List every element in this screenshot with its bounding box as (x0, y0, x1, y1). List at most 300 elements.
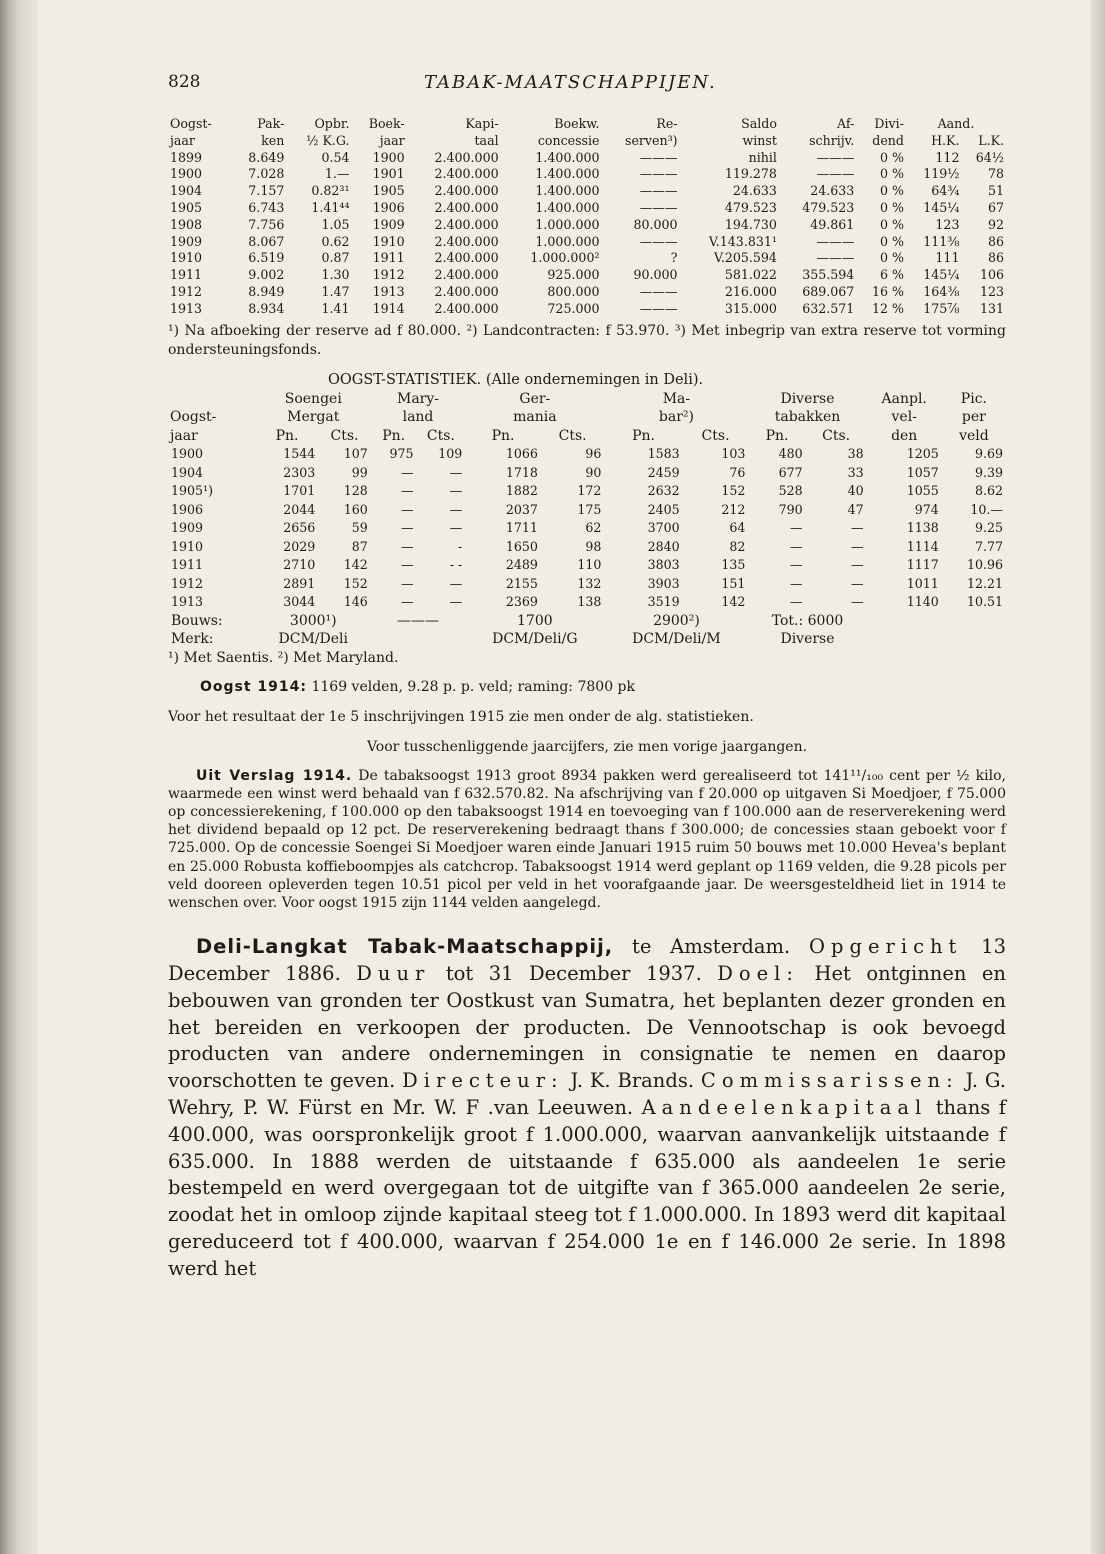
table-cell: 7.756 (248, 216, 285, 232)
table-cell: 1117 (906, 557, 939, 573)
financial-row (168, 183, 1006, 200)
table-cell: 1544 (283, 446, 316, 462)
financial-row (168, 217, 1006, 234)
table-cell: 3519 (647, 594, 680, 610)
column-header (168, 390, 256, 409)
table-cell: 132 (577, 575, 602, 591)
column-header: Re- (656, 116, 678, 131)
table-cell: - - (449, 557, 463, 573)
column-header: jaar (170, 427, 198, 444)
table-cell: 677 (778, 464, 803, 480)
table-cell: 1011 (906, 575, 939, 591)
table-cell: 1.— (324, 166, 350, 182)
table-cell: 123 (979, 283, 1004, 299)
column-header: serven³) (624, 132, 678, 148)
table-cell: — (790, 594, 803, 610)
column-header: bar²) (658, 409, 694, 426)
table-cell: 2.400.000 (434, 233, 499, 249)
harvest-row (168, 593, 1006, 612)
table-cell: 2.400.000 (434, 166, 499, 182)
oogst-1914-text: 1169 velden, 9.28 p. p. veld; raming: 7800 pk (311, 678, 635, 695)
table-cell: 1904 (171, 464, 204, 480)
stat-header-3 (168, 427, 1006, 446)
table-cell: 7.028 (248, 166, 285, 182)
table-cell: 1.400.000 (535, 183, 600, 199)
table-cell: 689.067 (802, 283, 855, 299)
column-header: Pn. (491, 427, 515, 444)
table-cell: 480 (778, 446, 803, 462)
table-cell: 1711 (505, 520, 538, 536)
column-header: Pn. (632, 427, 655, 444)
table-cell: 2.400.000 (434, 216, 499, 232)
stat-header-2 (168, 408, 1006, 427)
table-cell: 1913 (170, 300, 203, 316)
table-cell: 86 (987, 233, 1004, 249)
table-cell: ——— (639, 300, 678, 316)
column-header: Oogst- (170, 116, 212, 131)
column-header: ½ K.G. (306, 132, 350, 148)
column-header: winst (742, 132, 777, 148)
table-cell: nihil (748, 149, 777, 165)
table-cell: 0.82³¹ (311, 183, 350, 199)
table-cell: 8.067 (248, 233, 285, 249)
table-cell: 164⅜ (923, 283, 960, 299)
column-header: L.K. (978, 132, 1004, 148)
table-cell: ——— (639, 199, 678, 215)
table-cell: 9.25 (974, 520, 1003, 536)
table-cell: 24.633 (732, 183, 777, 199)
table-cell: 145¼ (923, 267, 960, 283)
column-header: concessie (537, 132, 600, 148)
financial-table-header-2 (168, 133, 1006, 150)
column-header: per (961, 409, 986, 426)
column-header: Boek- (368, 116, 405, 131)
table-cell: 1.30 (321, 267, 350, 283)
table-cell: 86 (987, 250, 1004, 266)
table-cell: 51 (987, 183, 1004, 199)
table-cell: ——— (816, 149, 855, 165)
table-cell: 152 (721, 483, 746, 499)
column-header: Ma- (662, 390, 691, 407)
table-cell: 1138 (906, 520, 939, 536)
stat-header-1 (168, 390, 1006, 409)
column-header: Pn. (382, 427, 406, 444)
table-cell: — (449, 520, 463, 536)
table-cell: ——— (639, 149, 678, 165)
table-cell: — (790, 575, 803, 591)
table-cell: 479.523 (724, 199, 777, 215)
table-cell: — (851, 575, 864, 591)
table-cell: 111 (935, 250, 960, 266)
table-cell: ——— (816, 166, 855, 182)
table-cell: 1912 (372, 267, 405, 283)
column-header: Mergat (287, 409, 340, 426)
bouws-row (168, 612, 1006, 631)
table-cell: 2632 (647, 483, 680, 499)
verslag-paragraph (168, 767, 1006, 913)
table-cell: 10.51 (966, 594, 1003, 610)
table-cell: 790 (778, 501, 803, 517)
table-cell: — (449, 575, 463, 591)
column-header: vel- (891, 409, 917, 426)
column-header: Diverse (780, 390, 835, 407)
table-cell: — (400, 501, 414, 517)
table-cell: 1913 (372, 283, 405, 299)
table-cell: 725.000 (547, 300, 600, 316)
table-cell: 142 (721, 594, 746, 610)
harvest-row (168, 482, 1006, 501)
table-cell: 1909 (170, 233, 203, 249)
table-cell: 33 (847, 464, 864, 480)
bouws-value: Tot.: 6000 (771, 612, 844, 629)
table-cell: 6.743 (248, 199, 285, 215)
oogst-1914-line (200, 679, 1006, 695)
note-1915: Voor het resultaat der 1e 5 inschrijvingen 1915 zie men onder de alg. statistieken. (168, 708, 754, 725)
table-cell: 175 (577, 501, 602, 517)
table-cell: 1910 (372, 233, 405, 249)
table-cell: 2369 (505, 594, 538, 610)
table-cell: 925.000 (547, 267, 600, 283)
table-cell: 1904 (170, 183, 203, 199)
table-cell: 106 (979, 267, 1004, 283)
financial-table-header-1 (168, 116, 1006, 133)
table-cell: 3803 (647, 557, 680, 573)
harvest-row (168, 445, 1006, 464)
column-header: mania (513, 409, 557, 426)
table-cell: 1.41⁴⁴ (311, 199, 350, 215)
financial-row (168, 301, 1006, 318)
table-cell: — (400, 538, 414, 554)
table-cell: — (851, 520, 864, 536)
table-cell: 112 (935, 149, 960, 165)
table-cell: 2037 (505, 501, 538, 517)
bouws-value: 1700 (517, 612, 553, 629)
table-cell: 2710 (283, 557, 316, 573)
merk-row (168, 630, 1006, 649)
document-page (168, 68, 1006, 1283)
column-header: Ger- (519, 390, 551, 407)
entry-text: J. K. Brands. (563, 1069, 701, 1093)
table-cell: 8.934 (248, 300, 285, 316)
table-cell: 1.400.000 (535, 199, 600, 215)
table-cell: 974 (914, 501, 939, 517)
table-cell: 172 (577, 483, 602, 499)
table-cell: 2405 (647, 501, 680, 517)
column-header: Kapi- (465, 116, 499, 131)
table-cell: 76 (729, 464, 746, 480)
column-header: jaar (170, 132, 195, 148)
table-cell: 80.000 (633, 216, 678, 232)
table-cell: 1.000.000 (535, 216, 600, 232)
footnote-financial: ¹) Na afboeking der reserve ad f 80.000. ²) Landcontracten: f 53.970. ³) Met inbegrip van extra reserve tot vorming ondersteuningsfonds. (168, 322, 1006, 358)
doel-label: Doel: (717, 961, 799, 985)
table-cell: 528 (778, 483, 803, 499)
table-cell: 47 (847, 501, 864, 517)
table-cell: 1900 (372, 149, 405, 165)
table-cell: 49.861 (810, 216, 855, 232)
table-cell: 581.022 (724, 267, 777, 283)
table-cell: 1140 (906, 594, 939, 610)
table-cell: — (400, 575, 414, 591)
column-header: Aand. (937, 116, 975, 131)
table-cell: 194.730 (724, 216, 777, 232)
table-cell: 1114 (906, 538, 939, 554)
table-cell: 1.400.000 (535, 166, 600, 182)
table-cell: 6 % (879, 267, 904, 283)
table-cell: 0 % (879, 166, 904, 182)
table-cell: 152 (343, 575, 368, 591)
table-cell: 1910 (171, 538, 204, 554)
page-edge-left (0, 0, 38, 1554)
table-cell: 24.633 (810, 183, 855, 199)
table-cell: 90 (585, 464, 602, 480)
table-cell: 1.41 (321, 300, 350, 316)
table-cell: 111⅜ (923, 233, 960, 249)
table-cell: 119.278 (724, 166, 777, 182)
table-cell: 2459 (647, 464, 680, 480)
table-cell: — (400, 483, 414, 499)
table-cell: — (400, 520, 414, 536)
table-cell: 1205 (906, 446, 939, 462)
table-cell: — (400, 557, 414, 573)
table-cell: 2840 (647, 538, 680, 554)
column-header: Af- (836, 116, 855, 131)
column-header: dend (872, 132, 904, 148)
table-cell: 64 (729, 520, 746, 536)
table-cell: - (457, 538, 463, 554)
table-cell: 7.157 (248, 183, 285, 199)
page-edge-right (1091, 0, 1105, 1554)
table-cell: 2044 (283, 501, 316, 517)
table-cell: 12.21 (966, 575, 1003, 591)
table-cell: 1905 (170, 199, 203, 215)
financial-row (168, 234, 1006, 251)
table-cell: ——— (816, 233, 855, 249)
bouws-value: ——— (397, 612, 439, 629)
table-cell: 6.519 (248, 250, 285, 266)
merk-value: DCM/Deli (278, 631, 348, 648)
deli-langkat-entry (168, 934, 1006, 1282)
table-cell: 0 % (879, 149, 904, 165)
table-cell: 138 (577, 594, 602, 610)
column-header: Boekw. (554, 116, 600, 131)
entry-text: thans f 400.000, was oorspronkelijk groot f 1.000.000, waarvan aanvankelijk uitstaande f 635.000. In 1888 werden de uitstaande f 635.000 als aandeelen 1e serie bestempeld en werd overgegaan tot de uitgifte van f 365.000 aandeelen 2e serie, zoodat het in omloop zijnde kapitaal steeg tot f 1.000.000. In 1893 werd dit kapitaal gereduceerd tot f 400.000, waarvan f 254.000 1e en f 146.000 2e serie. In 1898 werd het (168, 1095, 1007, 1280)
table-cell: 64¾ (931, 183, 960, 199)
duur-label: Duur (356, 961, 431, 985)
table-cell: 10.96 (966, 557, 1003, 573)
harvest-statistics-table (168, 390, 1006, 649)
table-cell: 8.62 (974, 483, 1003, 499)
table-cell: ——— (639, 233, 678, 249)
table-cell: 1650 (505, 538, 538, 554)
table-cell: 800.000 (547, 283, 600, 299)
page-header (168, 68, 1006, 104)
harvest-row (168, 556, 1006, 575)
running-title: TABAK-MAATSCHAPPIJEN. (424, 72, 717, 93)
directeur-label: Directeur: (402, 1069, 564, 1093)
table-cell: 2.400.000 (434, 250, 499, 266)
table-cell: 59 (351, 520, 368, 536)
table-cell: 1910 (170, 250, 203, 266)
table-cell: 142 (343, 557, 368, 573)
column-header: Pn. (275, 427, 299, 444)
column-header: den (891, 427, 918, 444)
table-cell: 1905¹) (171, 483, 214, 499)
table-cell: 103 (721, 446, 746, 462)
table-cell: 38 (847, 446, 864, 462)
column-header: Pic. (960, 390, 987, 407)
column-header: Cts. (330, 427, 359, 444)
table-cell: 109 (438, 446, 463, 462)
financial-row (168, 267, 1006, 284)
table-cell: 67 (987, 199, 1004, 215)
commissarissen-label: Commissarissen: (700, 1069, 959, 1093)
table-cell: ——— (639, 166, 678, 182)
merk-value: Diverse (780, 631, 835, 648)
financial-row (168, 250, 1006, 267)
table-cell: V.143.831¹ (708, 233, 777, 249)
column-header: Cts. (701, 427, 730, 444)
table-cell: 2.400.000 (434, 183, 499, 199)
table-cell: 119½ (923, 166, 960, 182)
table-cell: 1905 (372, 183, 405, 199)
table-cell: 175⅞ (923, 300, 960, 316)
financial-row (168, 284, 1006, 301)
page-number: 828 (168, 72, 201, 92)
harvest-row (168, 519, 1006, 538)
harvest-row (168, 464, 1006, 483)
table-cell: 151 (721, 575, 746, 591)
table-cell: 1066 (505, 446, 538, 462)
bouws-value: 3000¹) (289, 612, 337, 629)
entry-text: Het ontginnen en bebouwen van gronden ter Oostkust van Sumatra, het beplanten dezer gronden en het bereiden en verkoopen der producten. De Vennootschap is ook bevoegd producten van andere ondernemingen in consignatie te nemen en daarop voorschotten te geven. (168, 961, 1006, 1093)
table-cell: 92 (987, 216, 1004, 232)
company-name: Deli-Langkat Tabak-Maatschappij, (196, 935, 614, 959)
column-header: tabakken (774, 409, 841, 426)
table-cell: 3044 (283, 594, 316, 610)
footnote-statistics: ¹) Met Saentis. ²) Met Maryland. (168, 649, 399, 666)
table-cell: 2.400.000 (434, 199, 499, 215)
harvest-row (168, 538, 1006, 557)
table-cell: — (449, 594, 463, 610)
column-header: Divi- (874, 116, 904, 131)
column-header: Aanpl. (881, 390, 927, 407)
table-cell: 9.69 (974, 446, 1003, 462)
table-cell: 1909 (372, 216, 405, 232)
table-cell: 1900 (171, 446, 204, 462)
table-cell: 1911 (372, 250, 405, 266)
table-cell: 1583 (647, 446, 680, 462)
table-cell: V.205.594 (713, 250, 777, 266)
table-cell: 1911 (171, 557, 204, 573)
financial-row (168, 200, 1006, 217)
financial-row (168, 150, 1006, 167)
table-cell: 212 (721, 501, 746, 517)
table-cell: 315.000 (724, 300, 777, 316)
table-cell: 0 % (879, 183, 904, 199)
verslag-label: Uit Verslag 1914. (196, 767, 353, 784)
table-cell: 64½ (975, 149, 1004, 165)
table-cell: 1.05 (321, 216, 350, 232)
table-cell: 975 (389, 446, 414, 462)
table-cell: 2029 (283, 538, 316, 554)
table-cell: 1718 (505, 464, 538, 480)
aandeelenkapitaal-label: Aandeelenkapitaal (641, 1095, 928, 1119)
table-cell: 16 % (871, 283, 904, 299)
entry-text: 13 December 1886. (168, 935, 1006, 985)
column-header: Cts. (822, 427, 851, 444)
table-cell: 0.62 (321, 233, 350, 249)
merk-value: DCM/Deli/M (632, 631, 721, 648)
harvest-statistics-body (168, 445, 1006, 612)
table-cell: 1908 (170, 216, 203, 232)
column-header: ken (261, 132, 285, 148)
table-cell: — (400, 464, 414, 480)
entry-text: J. G. Wehry, P. W. Fürst en Mr. W. F .van Leeuwen. (168, 1069, 1006, 1119)
table-cell: 2656 (283, 520, 316, 536)
table-cell: 479.523 (802, 199, 855, 215)
bouws-label: Bouws: (171, 612, 223, 629)
table-cell: 1906 (372, 199, 405, 215)
table-cell: 216.000 (724, 283, 777, 299)
merk-value: DCM/Deli/G (492, 631, 578, 648)
table-cell: — (790, 538, 803, 554)
table-cell: 1.000.000² (530, 250, 600, 266)
opgericht-label: Opgericht (809, 935, 963, 959)
table-cell: 2489 (505, 557, 538, 573)
table-cell: 1701 (283, 483, 316, 499)
table-cell: 2155 (505, 575, 538, 591)
table-cell: — (851, 594, 864, 610)
verslag-text: De tabaksoogst 1913 groot 8934 pakken werd gerealiseerd tot 141¹¹/₁₀₀ cent per ½ kilo, waarmede een winst werd behaald van f 632.570.82. Na afschrijving van f 20.000 op uitgaven Si Moedjoer, f 75.000 op concessierekening, f 100.000 op den tabaksoogst 1914 en toevoeging van f 100.000 aan de reserverekening werd het dividend bepaald op 12 pct. De reserverekening bedraagt thans f 300.000; de concessies staan geboekt voor f 725.000. Op de concessie Soengei Si Moedjoer waren einde Januari 1915 ruim 50 bouws met 10.000 Hevea's beplant en 25.000 Robusta koffieboompjes als catchcrop. Tabaksoogst 1914 werd geplant op 1169 velden, die 9.28 picols per veld dooreen opleverden tegen 10.51 picol per veld in het voorafgaande jaar. De weersgesteldheid liet in 1914 te wenschen over. Voor oogst 1915 zijn 1144 velden aangelegd. (168, 767, 1006, 911)
harvest-row (168, 501, 1006, 520)
table-cell: 1911 (170, 267, 203, 283)
table-cell: 1906 (171, 501, 204, 517)
table-cell: 2.400.000 (434, 300, 499, 316)
harvest-statistics-summary (168, 612, 1006, 649)
table-cell: 1055 (906, 483, 939, 499)
table-cell: 96 (585, 446, 602, 462)
table-cell: 62 (585, 520, 602, 536)
table-cell: 87 (351, 538, 368, 554)
column-header: schrijv. (809, 132, 855, 148)
table-cell: 110 (577, 557, 602, 573)
financial-row (168, 166, 1006, 183)
table-cell: 107 (343, 446, 368, 462)
table-cell: 10.— (970, 501, 1003, 517)
table-cell: 0 % (879, 199, 904, 215)
table-cell: 2891 (283, 575, 316, 591)
financial-table (168, 116, 1006, 318)
table-cell: 355.594 (802, 267, 855, 283)
oogst-1914-label: Oogst 1914: (200, 678, 308, 695)
merk-label: Merk: (171, 631, 214, 648)
table-cell: 90.000 (633, 267, 678, 283)
column-header: Pak- (257, 116, 285, 131)
table-cell: 135 (721, 557, 746, 573)
table-cell: — (851, 538, 864, 554)
table-cell: 3700 (647, 520, 680, 536)
table-cell: 146 (343, 594, 368, 610)
statistics-title: OOGST-STATISTIEK. (Alle ondernemingen in Deli). (328, 371, 704, 388)
table-cell: 145¼ (923, 199, 960, 215)
table-cell: 7.77 (974, 538, 1003, 554)
table-cell: 2.400.000 (434, 149, 499, 165)
table-cell: 8.949 (248, 283, 285, 299)
table-cell: 12 % (871, 300, 904, 316)
column-header: taal (474, 132, 499, 148)
column-header: Mary- (396, 390, 439, 407)
